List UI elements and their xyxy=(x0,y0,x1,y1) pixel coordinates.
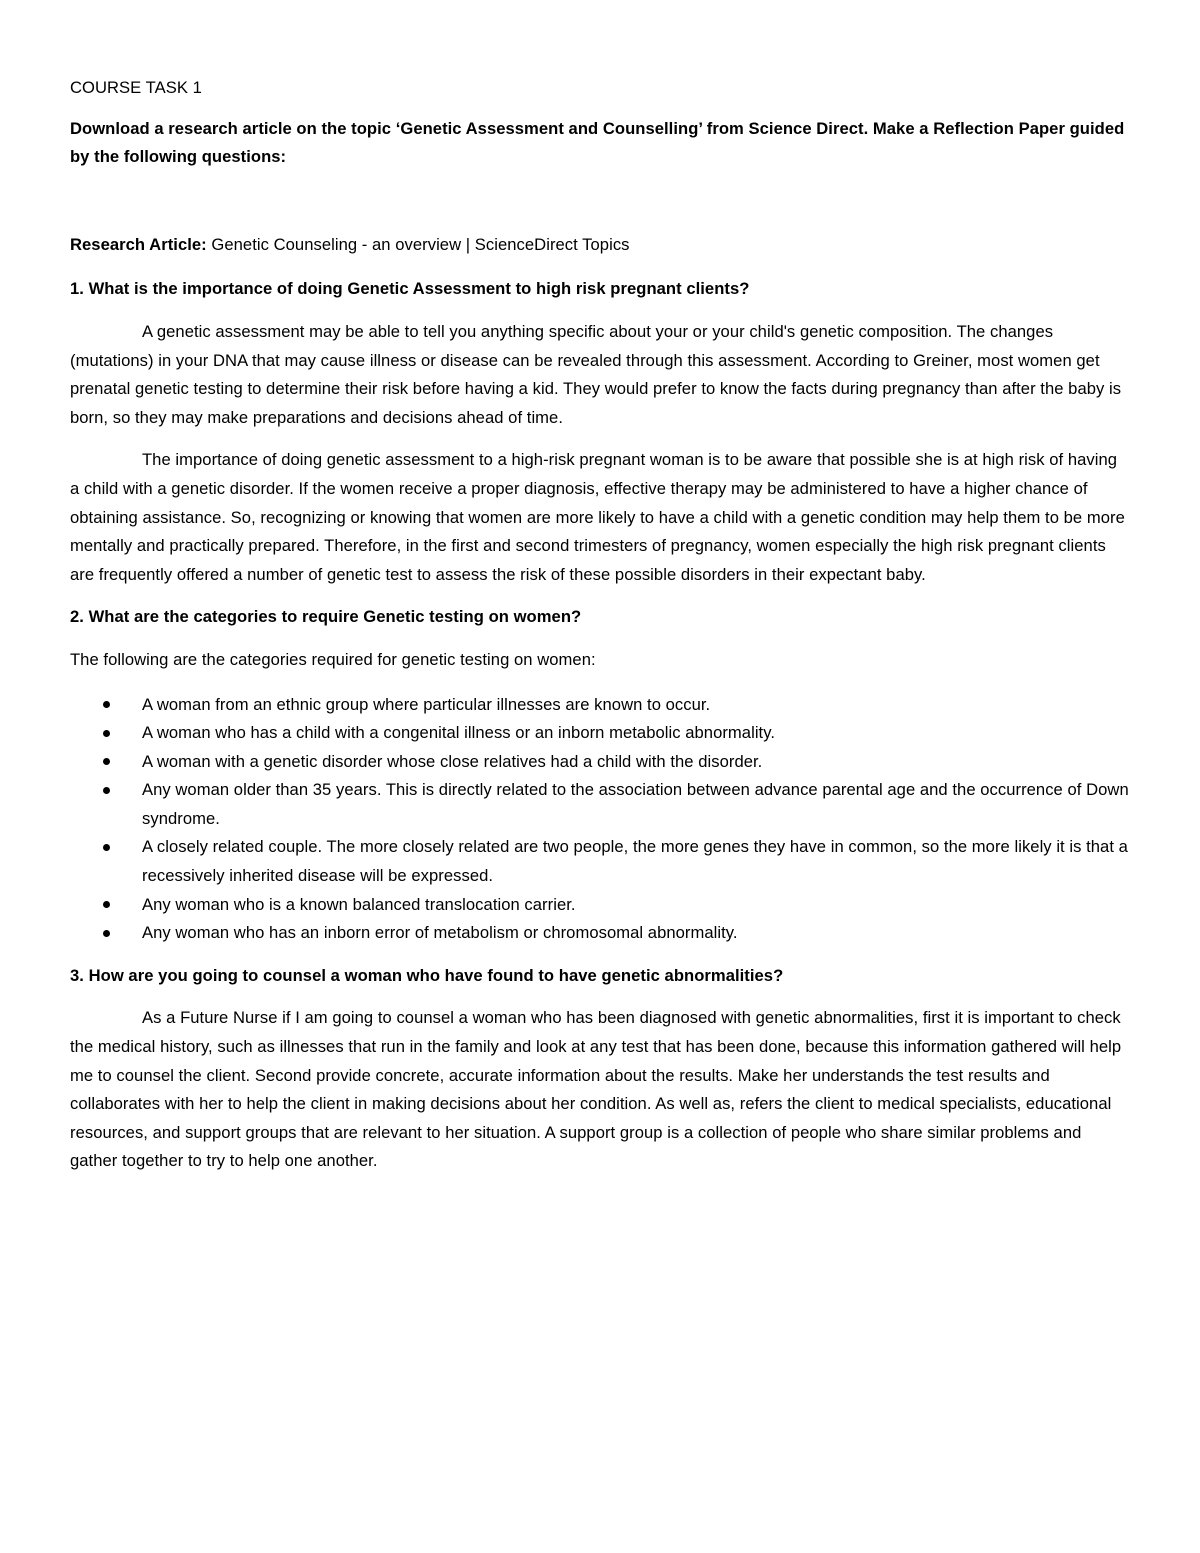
bullet-icon xyxy=(103,701,110,708)
question-2-lead-text: The following are the categories required for genetic testing on women: xyxy=(70,649,596,669)
question-3-answer-paragraph: As a Future Nurse if I am going to counsel a woman who has been diagnosed with genetic abnormalities, first it is important to check the medical history, such as illnesses that run in the family and look at any test that has been done, because this information gathered will help me to counsel the client. Second provide concrete, accurate information about the results. Make her understands the test results and collaborates with her to help the client in making decisions about her condition. As well as, refers the client to medical specialists, educational resources, and support groups that are relevant to her situation. A support group is a collection of people who share similar problems and gather together to try to help one another. xyxy=(70,1008,1122,1171)
research-article-label: Research Article: xyxy=(70,234,207,254)
list-item xyxy=(70,719,1130,748)
list-item-text: A woman with a genetic disorder whose close relatives had a child with the disorder. xyxy=(142,751,763,771)
bullet-icon xyxy=(103,930,110,937)
list-item xyxy=(70,776,1130,833)
bullet-icon xyxy=(103,901,110,908)
bullet-icon xyxy=(103,787,110,794)
list-item-text: Any woman who is a known balanced translocation carrier. xyxy=(142,894,576,914)
list-item-text: A woman who has a child with a congenital illness or an inborn metabolic abnormality. xyxy=(142,723,775,743)
question-2-heading: 2. What are the categories to require Genetic testing on women? xyxy=(70,607,582,627)
question-1-answer-paragraph: A genetic assessment may be able to tell you anything specific about your or your child's genetic composition. The changes (mutations) in your DNA that may cause illness or disease can be revealed through this assessment. According to Greiner, most women get prenatal genetic testing to determine their risk before having a kid. They would prefer to know the facts during pregnancy than after the baby is born, so they may make preparations and decisions ahead of time. xyxy=(70,321,1122,427)
research-article-line xyxy=(70,231,1130,260)
list-item-text: Any woman older than 35 years. This is directly related to the association between advance parental age and the occurrence of Down syndrome. xyxy=(142,780,1129,828)
question-3-heading: 3. How are you going to counsel a woman who have found to have genetic abnormalities? xyxy=(70,965,784,985)
document-body xyxy=(70,74,1130,1190)
bullet-icon xyxy=(103,730,110,737)
document-title: COURSE TASK 1 xyxy=(70,78,202,97)
list-item-text: A closely related couple. The more closely related are two people, the more genes they have in common, so the more likely it is that a recessively inherited disease will be expressed. xyxy=(142,837,1128,886)
list-item-text: A woman from an ethnic group where particular illnesses are known to occur. xyxy=(142,694,711,714)
genetic-testing-categories-list xyxy=(70,691,1130,948)
list-item xyxy=(70,919,1130,948)
task-instructions: Download a research article on the topic ‘Genetic Assessment and Counselling’ from Science Direct. Make a Reflection Paper guided by the following questions: xyxy=(70,118,1125,167)
list-item xyxy=(70,691,1130,720)
list-item xyxy=(70,891,1130,920)
list-item xyxy=(70,748,1130,777)
question-1-heading: 1. What is the importance of doing Genetic Assessment to high risk pregnant clients? xyxy=(70,279,750,299)
bullet-icon xyxy=(103,844,110,851)
list-item xyxy=(70,833,1130,890)
bullet-icon xyxy=(103,758,110,765)
question-1-answer-paragraph: The importance of doing genetic assessment to a high-risk pregnant woman is to be aware that possible she is at high risk of having a child with a genetic disorder. If the women receive a proper diagnosis, effective therapy may be administered to have a higher chance of obtaining assistance. So, recognizing or knowing that women are more likely to have a child with a genetic condition may help them to be more mentally and practically prepared. Therefore, in the first and second trimesters of pregnancy, women especially the high risk pregnant clients are frequently offered a number of genetic test to assess the risk of these possible disorders in their expectant baby. xyxy=(70,450,1125,584)
list-item-text: Any woman who has an inborn error of metabolism or chromosomal abnormality. xyxy=(142,923,738,943)
research-article-title: Genetic Counseling - an overview | ScienceDirect Topics xyxy=(206,234,630,254)
